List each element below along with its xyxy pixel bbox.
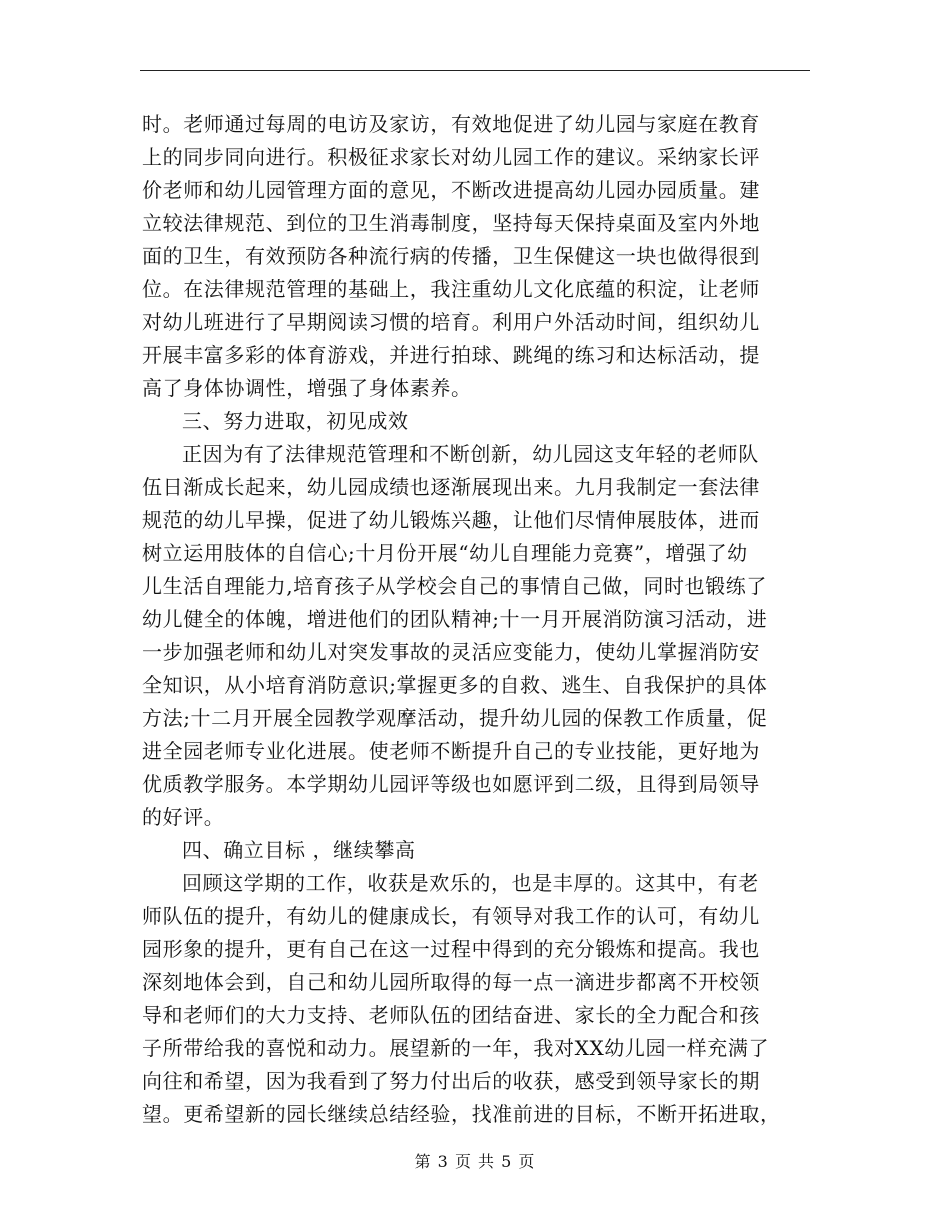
text-line: 深刻地体会到，自己和幼儿园所取得的每一点一滴进步都离不开校领 bbox=[142, 970, 760, 994]
text-line: 伍日渐成长起来，幼儿园成绩也逐渐展现出来。九月我制定一套法律 bbox=[142, 475, 760, 499]
text-line: 师队伍的提升，有幼儿的健康成长，有领导对我工作的认可，有幼儿 bbox=[142, 904, 760, 928]
text-line: 位。在法律规范管理的基础上，我注重幼儿文化底蕴的积淀，让老师 bbox=[142, 277, 760, 301]
text-line: 上的同步同向进行。积极征求家长对幼儿园工作的建议。采纳家长评 bbox=[142, 145, 760, 169]
page-footer: 第 3 页 共 5 页 bbox=[414, 1152, 536, 1171]
text-line: 优质教学服务。本学期幼儿园评等级也如愿评到二级，且得到局领导 bbox=[142, 772, 760, 796]
section-heading: 四、确立目标 ，继续攀高 bbox=[182, 838, 416, 862]
text-line: 一步加强老师和幼儿对突发事故的灵活应变能力，使幼儿掌握消防安 bbox=[142, 640, 760, 664]
text-line: 望。更希望新的园长继续总结经验，找准前进的目标，不断开拓进取， bbox=[142, 1102, 781, 1126]
text-line: 全知识，从小培育消防意识;掌握更多的自救、逃生、自我保护的具体 bbox=[142, 673, 768, 697]
text-line: 回顾这学期的工作，收获是欢乐的，也是丰厚的。这其中，有老 bbox=[182, 871, 759, 895]
text-line: 进全园老师专业化进展。使老师不断提升自己的专业技能，更好地为 bbox=[142, 739, 760, 763]
text-line: 时。老师通过每周的电访及家访，有效地促进了幼儿园与家庭在教育 bbox=[142, 112, 760, 136]
body-text bbox=[142, 108, 812, 1131]
text-line: 规范的幼儿早操，促进了幼儿锻炼兴趣，让他们尽情伸展肢体，进而 bbox=[142, 508, 760, 532]
header-divider bbox=[140, 70, 810, 71]
text-line: 子所带给我的喜悦和动力。展望新的一年，我对XX幼儿园一样充满了 bbox=[142, 1036, 770, 1060]
text-line: 幼儿健全的体魄，增进他们的团队精神;十一月开展消防演习活动，进 bbox=[142, 607, 768, 631]
text-line: 树立运用肢体的自信心;十月份开展“幼儿自理能力竞赛”，增强了幼 bbox=[142, 541, 748, 565]
text-line: 儿生活自理能力,培育孩子从学校会自己的事情自己做，同时也锻练了 bbox=[142, 574, 767, 598]
text-line: 方法;十二月开展全园教学观摩活动，提升幼儿园的保教工作质量，促 bbox=[142, 706, 768, 730]
text-line: 导和老师们的大力支持、老师队伍的团结奋进、家长的全力配合和孩 bbox=[142, 1003, 760, 1027]
text-line: 高了身体协调性，增强了身体素养。 bbox=[142, 376, 472, 400]
text-line: 价老师和幼儿园管理方面的意见，不断改进提高幼儿园办园质量。建 bbox=[142, 178, 760, 202]
text-line: 园形象的提升，更有自己在这一过程中得到的充分锻炼和提高。我也 bbox=[142, 937, 760, 961]
text-line: 面的卫生，有效预防各种流行病的传播，卫生保健这一块也做得很到 bbox=[142, 244, 760, 268]
text-line: 立较法律规范、到位的卫生消毒制度，坚持每天保持桌面及室内外地 bbox=[142, 211, 760, 235]
text-line: 向往和希望，因为我看到了努力付出后的收获，感受到领导家长的期 bbox=[142, 1069, 760, 1093]
text-line: 的好评。 bbox=[142, 805, 225, 829]
text-line: 开展丰富多彩的体育游戏，并进行拍球、跳绳的练习和达标活动，提 bbox=[142, 343, 760, 367]
text-line: 正因为有了法律规范管理和不断创新，幼儿园这支年轻的老师队 bbox=[182, 442, 759, 466]
section-heading: 三、努力进取，初见成效 bbox=[182, 409, 409, 433]
text-line: 对幼儿班进行了早期阅读习惯的培育。利用户外活动时间，组织幼儿 bbox=[142, 310, 760, 334]
